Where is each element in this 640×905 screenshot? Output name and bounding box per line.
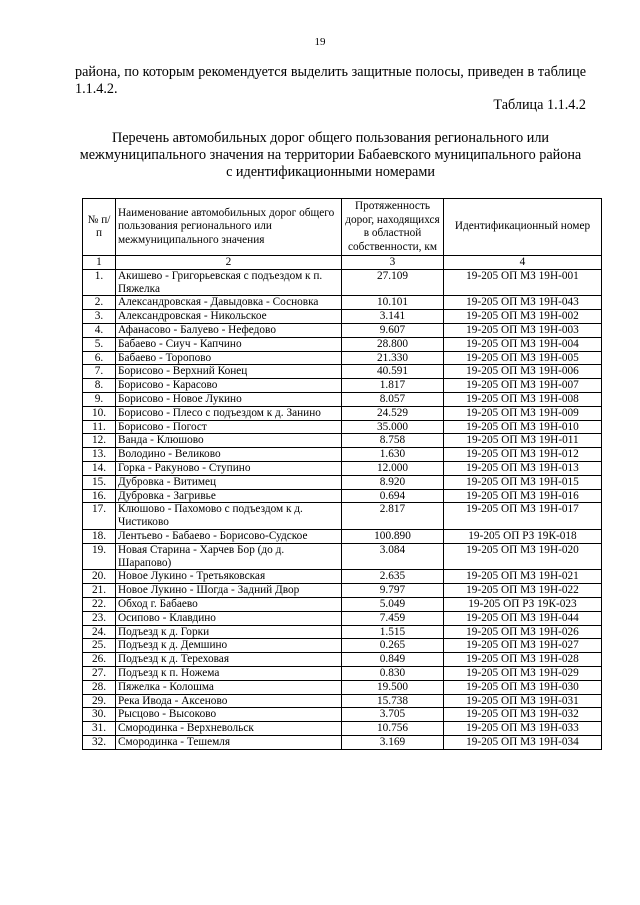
cell-id: 19-205 ОП МЗ 19Н-007 xyxy=(444,379,602,393)
table-row xyxy=(83,735,602,749)
cell-length: 0.694 xyxy=(342,489,444,503)
cell-length: 3.084 xyxy=(342,543,444,570)
cell-road-name: Ванда - Клюшово xyxy=(116,434,342,448)
cell-length: 12.000 xyxy=(342,461,444,475)
table-row xyxy=(83,392,602,406)
cell-num: 32. xyxy=(83,735,116,749)
cell-id: 19-205 ОП МЗ 19Н-010 xyxy=(444,420,602,434)
table-row xyxy=(83,625,602,639)
cell-length: 3.141 xyxy=(342,310,444,324)
cell-road-name: Пяжелка - Колошма xyxy=(116,680,342,694)
header-id: Идентификационный номер xyxy=(444,199,602,256)
cell-num: 28. xyxy=(83,680,116,694)
cell-num: 4. xyxy=(83,323,116,337)
cell-length: 40.591 xyxy=(342,365,444,379)
cell-length: 2.817 xyxy=(342,503,444,530)
cell-length: 7.459 xyxy=(342,611,444,625)
cell-num: 19. xyxy=(83,543,116,570)
cell-length: 0.830 xyxy=(342,666,444,680)
table-row xyxy=(83,323,602,337)
cell-length: 35.000 xyxy=(342,420,444,434)
roads-table xyxy=(82,198,602,750)
cell-road-name: Бабаево - Сиуч - Капчино xyxy=(116,337,342,351)
cell-road-name: Обход г. Бабаево xyxy=(116,597,342,611)
cell-road-name: Бабаево - Торопово xyxy=(116,351,342,365)
cell-length: 19.500 xyxy=(342,680,444,694)
table-row xyxy=(83,269,602,296)
table-row xyxy=(83,584,602,598)
cell-num: 17. xyxy=(83,503,116,530)
cell-road-name: Новое Лукино - Третьяковская xyxy=(116,570,342,584)
table-row xyxy=(83,310,602,324)
cell-num: 26. xyxy=(83,653,116,667)
cell-length: 28.800 xyxy=(342,337,444,351)
cell-id: 19-205 ОП МЗ 19Н-043 xyxy=(444,296,602,310)
cell-road-name: Смородинка - Тешемля xyxy=(116,735,342,749)
cell-road-name: Подъезд к п. Ножема xyxy=(116,666,342,680)
cell-length: 8.920 xyxy=(342,475,444,489)
cell-length: 1.515 xyxy=(342,625,444,639)
cell-num: 15. xyxy=(83,475,116,489)
table-row xyxy=(83,406,602,420)
table-row xyxy=(83,597,602,611)
cell-num: 21. xyxy=(83,584,116,598)
column-number: 2 xyxy=(116,256,342,270)
cell-road-name: Афанасово - Балуево - Нефедово xyxy=(116,323,342,337)
cell-num: 29. xyxy=(83,694,116,708)
table-row xyxy=(83,420,602,434)
cell-id: 19-205 ОП МЗ 19Н-017 xyxy=(444,503,602,530)
table-row xyxy=(83,680,602,694)
table-label: Таблица 1.1.4.2 xyxy=(493,97,586,113)
cell-length: 24.529 xyxy=(342,406,444,420)
cell-road-name: Новая Старина - Харчев Бор (до д. Шарапово) xyxy=(116,543,342,570)
cell-road-name: Александровская - Давыдовка - Сосновка xyxy=(116,296,342,310)
table-row xyxy=(83,475,602,489)
cell-length: 2.635 xyxy=(342,570,444,584)
cell-id: 19-205 ОП МЗ 19Н-027 xyxy=(444,639,602,653)
cell-road-name: Борисово - Карасово xyxy=(116,379,342,393)
cell-length: 9.607 xyxy=(342,323,444,337)
cell-id: 19-205 ОП МЗ 19Н-001 xyxy=(444,269,602,296)
cell-length: 10.101 xyxy=(342,296,444,310)
table-row xyxy=(83,461,602,475)
cell-id: 19-205 ОП МЗ 19Н-003 xyxy=(444,323,602,337)
cell-id: 19-205 ОП МЗ 19Н-034 xyxy=(444,735,602,749)
cell-id: 19-205 ОП РЗ 19К-018 xyxy=(444,529,602,543)
table-body xyxy=(83,269,602,749)
cell-num: 10. xyxy=(83,406,116,420)
cell-road-name: Горка - Ракуново - Ступино xyxy=(116,461,342,475)
cell-road-name: Подъезд к д. Горки xyxy=(116,625,342,639)
cell-id: 19-205 ОП МЗ 19Н-004 xyxy=(444,337,602,351)
cell-length: 5.049 xyxy=(342,597,444,611)
table-row xyxy=(83,653,602,667)
cell-road-name: Борисово - Погост xyxy=(116,420,342,434)
table-row xyxy=(83,694,602,708)
cell-id: 19-205 ОП МЗ 19Н-030 xyxy=(444,680,602,694)
cell-road-name: Володино - Великово xyxy=(116,448,342,462)
cell-id: 19-205 ОП МЗ 19Н-026 xyxy=(444,625,602,639)
table-row xyxy=(83,543,602,570)
cell-num: 7. xyxy=(83,365,116,379)
header-name: Наименование автомобильных дорог общего пользования регионального или межмуниципального значения xyxy=(116,199,342,256)
cell-road-name: Лентьево - Бабаево - Борисово-Судское xyxy=(116,529,342,543)
cell-num: 31. xyxy=(83,722,116,736)
cell-num: 13. xyxy=(83,448,116,462)
cell-id: 19-205 ОП МЗ 19Н-002 xyxy=(444,310,602,324)
cell-id: 19-205 ОП МЗ 19Н-006 xyxy=(444,365,602,379)
table-row xyxy=(83,379,602,393)
cell-road-name: Река Ивода - Аксеново xyxy=(116,694,342,708)
cell-id: 19-205 ОП МЗ 19Н-016 xyxy=(444,489,602,503)
cell-road-name: Борисово - Плесо с подъездом к д. Занино xyxy=(116,406,342,420)
table-row xyxy=(83,351,602,365)
cell-num: 22. xyxy=(83,597,116,611)
intro-paragraph: района, по которым рекомендуется выделить защитные полосы, приведен в таблице 1.1.4.2. xyxy=(75,64,586,97)
header-length: Протяженность дорог, находящихся в областной собственности, км xyxy=(342,199,444,256)
cell-num: 16. xyxy=(83,489,116,503)
cell-id: 19-205 ОП МЗ 19Н-044 xyxy=(444,611,602,625)
cell-road-name: Борисово - Новое Лукино xyxy=(116,392,342,406)
cell-id: 19-205 ОП МЗ 19Н-020 xyxy=(444,543,602,570)
cell-id: 19-205 ОП МЗ 19Н-033 xyxy=(444,722,602,736)
column-number: 1 xyxy=(83,256,116,270)
page-number: 19 xyxy=(314,36,326,48)
cell-length: 3.169 xyxy=(342,735,444,749)
cell-id: 19-205 ОП МЗ 19Н-031 xyxy=(444,694,602,708)
table-row xyxy=(83,722,602,736)
cell-road-name: Борисово - Верхний Конец xyxy=(116,365,342,379)
table-row xyxy=(83,570,602,584)
table-row xyxy=(83,296,602,310)
table-row xyxy=(83,708,602,722)
cell-road-name: Акишево - Григорьевская с подъездом к п. Пяжелка xyxy=(116,269,342,296)
header-num: № п/п xyxy=(83,199,116,256)
cell-num: 12. xyxy=(83,434,116,448)
table-row xyxy=(83,529,602,543)
cell-road-name: Рысцово - Высоково xyxy=(116,708,342,722)
cell-num: 5. xyxy=(83,337,116,351)
cell-id: 19-205 ОП МЗ 19Н-015 xyxy=(444,475,602,489)
cell-num: 24. xyxy=(83,625,116,639)
cell-num: 9. xyxy=(83,392,116,406)
table-header-row xyxy=(83,199,602,256)
table-row xyxy=(83,489,602,503)
table-row xyxy=(83,666,602,680)
table-row xyxy=(83,611,602,625)
cell-id: 19-205 ОП РЗ 19К-023 xyxy=(444,597,602,611)
table-heading: Перечень автомобильных дорог общего пользования регионального или межмуниципального значения на территории Бабаевского муниципального района с идентификационными номерами xyxy=(79,130,582,180)
cell-id: 19-205 ОП МЗ 19Н-008 xyxy=(444,392,602,406)
cell-length: 8.758 xyxy=(342,434,444,448)
cell-length: 10.756 xyxy=(342,722,444,736)
cell-length: 1.817 xyxy=(342,379,444,393)
cell-length: 3.705 xyxy=(342,708,444,722)
cell-id: 19-205 ОП МЗ 19Н-021 xyxy=(444,570,602,584)
cell-road-name: Дубровка - Витимец xyxy=(116,475,342,489)
cell-length: 21.330 xyxy=(342,351,444,365)
cell-road-name: Клюшово - Пахомово с подъездом к д. Чистиково xyxy=(116,503,342,530)
cell-length: 27.109 xyxy=(342,269,444,296)
cell-road-name: Александровская - Никольское xyxy=(116,310,342,324)
cell-road-name: Смородинка - Верхневольск xyxy=(116,722,342,736)
cell-length: 1.630 xyxy=(342,448,444,462)
cell-id: 19-205 ОП МЗ 19Н-022 xyxy=(444,584,602,598)
cell-num: 20. xyxy=(83,570,116,584)
cell-num: 1. xyxy=(83,269,116,296)
cell-num: 8. xyxy=(83,379,116,393)
cell-length: 0.849 xyxy=(342,653,444,667)
cell-num: 2. xyxy=(83,296,116,310)
table-row xyxy=(83,434,602,448)
cell-num: 23. xyxy=(83,611,116,625)
cell-num: 11. xyxy=(83,420,116,434)
table-row xyxy=(83,448,602,462)
cell-num: 27. xyxy=(83,666,116,680)
cell-num: 14. xyxy=(83,461,116,475)
cell-num: 18. xyxy=(83,529,116,543)
cell-length: 9.797 xyxy=(342,584,444,598)
column-number-row xyxy=(83,256,602,270)
cell-id: 19-205 ОП МЗ 19Н-011 xyxy=(444,434,602,448)
cell-road-name: Подъезд к д. Демшино xyxy=(116,639,342,653)
cell-length: 0.265 xyxy=(342,639,444,653)
cell-id: 19-205 ОП МЗ 19Н-029 xyxy=(444,666,602,680)
cell-road-name: Подъезд к д. Тереховая xyxy=(116,653,342,667)
cell-num: 6. xyxy=(83,351,116,365)
cell-id: 19-205 ОП МЗ 19Н-028 xyxy=(444,653,602,667)
cell-road-name: Дубровка - Загривье xyxy=(116,489,342,503)
cell-id: 19-205 ОП МЗ 19Н-012 xyxy=(444,448,602,462)
cell-id: 19-205 ОП МЗ 19Н-013 xyxy=(444,461,602,475)
cell-road-name: Осипово - Клавдино xyxy=(116,611,342,625)
cell-length: 100.890 xyxy=(342,529,444,543)
cell-id: 19-205 ОП МЗ 19Н-032 xyxy=(444,708,602,722)
table-row xyxy=(83,337,602,351)
table-row xyxy=(83,639,602,653)
cell-id: 19-205 ОП МЗ 19Н-009 xyxy=(444,406,602,420)
cell-road-name: Новое Лукино - Шогда - Задний Двор xyxy=(116,584,342,598)
table-row xyxy=(83,503,602,530)
column-number: 4 xyxy=(444,256,602,270)
cell-num: 30. xyxy=(83,708,116,722)
cell-length: 8.057 xyxy=(342,392,444,406)
cell-num: 3. xyxy=(83,310,116,324)
cell-num: 25. xyxy=(83,639,116,653)
cell-length: 15.738 xyxy=(342,694,444,708)
table-row xyxy=(83,365,602,379)
column-number: 3 xyxy=(342,256,444,270)
cell-id: 19-205 ОП МЗ 19Н-005 xyxy=(444,351,602,365)
